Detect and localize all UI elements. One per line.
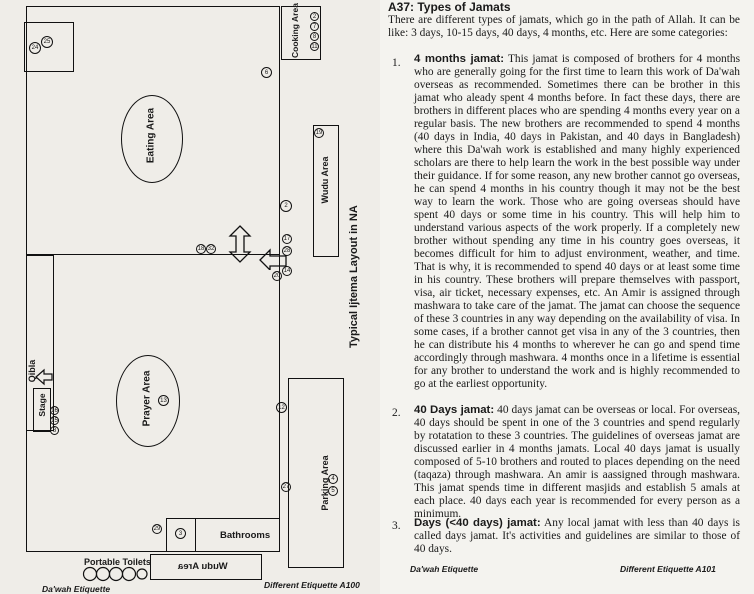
marker: 14: [283, 268, 291, 274]
eating-area-label: Eating Area: [145, 107, 157, 164]
lower-wudu-label: Wudu Area: [178, 561, 228, 572]
parking-area-label: Parking Area: [320, 455, 330, 511]
marker: 24: [29, 42, 41, 54]
item-title: 4 months jamat:: [414, 53, 504, 65]
left-footer-right: Different Etiquette A100: [264, 580, 360, 590]
item-title: 40 Days jamat:: [414, 404, 495, 416]
marker: 28: [283, 248, 291, 254]
marker: 8: [310, 32, 319, 41]
right-page: [380, 0, 754, 594]
marker: 29: [153, 526, 161, 532]
double-arrow-icon: [228, 224, 252, 264]
marker: 32: [207, 246, 215, 252]
item-title: Days (<40 days) jamat:: [414, 517, 541, 529]
item-4-months: [414, 53, 740, 391]
marker: 6: [261, 67, 272, 78]
marker: 8: [50, 426, 59, 435]
right-footer-left: Da'wah Etiquette: [410, 564, 479, 574]
qibla-arrow-icon: [34, 368, 54, 386]
marker: 4: [328, 474, 338, 484]
wudu-area-label: Wudu Area: [320, 156, 330, 204]
portable-toilets-icon: [82, 566, 148, 582]
parking-area: [288, 378, 344, 568]
hall-outline: [26, 6, 280, 552]
marker: 13: [158, 395, 169, 406]
marker: 12: [276, 402, 287, 413]
marker: 27: [282, 484, 290, 490]
item-number: 3.: [392, 520, 401, 532]
stage-label: Stage: [37, 393, 47, 417]
page-heading: A37: Types of Jamats: [388, 0, 511, 14]
item-40-days: [414, 404, 740, 521]
item-days: [414, 517, 740, 556]
bathrooms-label: Bathrooms: [220, 530, 271, 541]
marker: 20: [273, 273, 281, 279]
marker: 19: [315, 130, 323, 136]
prayer-area-label: Prayer Area: [141, 370, 153, 427]
marker: 2: [310, 12, 319, 21]
intro-paragraph: There are different types of jamats, which go in the path of Allah. It can be like: 3 days, 10-15 days, 40 days, 4 months, etc. Here are some categories:: [388, 14, 740, 39]
marker: 16: [51, 407, 58, 414]
item-body: This jamat is composed of brothers for 4 months who are generally going for the first time to learn this work of Da'wah overseas as recommended. Sometimes there can be brother in this jamat who aleady spent 4 months before. In fact these days, there are brothers in different places who are spending 4 months every year on a regular basis. The new brothers are recommended to spend 4 months (40 days in India, 40 days in Pakistan, and 40 days in Bangladesh) where this Da'wah work is established and many highly experienced scholars are there to help learn the work in the best possible way under their guidance. If for some reason, any new brother cannot go overseas, he can spend 4 months in his country though it may not be the best way to learn the work. Those who are going overseas should have spent 40 days or some time in his country. This will help him to understand various aspects of the work properly. If a completely new brother without spending any time in his country goes overseas, it becomes difficult for him to adjust environment, weather, and time. That is why, it is recommended to spend 40 days or at least some time in his country. These brothers will prepare themselves with passport, visa, air ticket, necessary expenses, etc. An Amir is assigned through mashwara to take care of the jamat. The jamat can choose the sequence of these 3 countries in any way depending on the availability of visa. In some cases, if a brother cannot get visa in any of the 3 countries, then he can distribute his 4 months to wherever he can go and spend time accordingly through mashwara. 4 months once in a lifetime is essential for any brother to understand the work and is highly recommended to go at the earliest opportunity.: [414, 53, 740, 390]
marker: 15: [51, 417, 58, 424]
item-number: 1.: [392, 57, 401, 69]
marker: 7: [310, 22, 319, 31]
item-number: 2.: [392, 407, 401, 419]
marker: 11: [311, 43, 318, 50]
item-body: 40 days jamat can be overseas or local. For overseas, 40 days should be spent in one of the 3 countries and spend regularly by rotatation to these 3 countries. The guidelines of overseas jamat are discussed earlier in 4 months jamats. Local 40 days jamat is usually composed of 5-10 brothers and routed to places depending on the need (taqaza) through mashwara. An amir is aassigned through mashwara. This jamat spends time in different masjids and establish 5 amals at each place. 40 days each year is recommended for every person as a minimum.: [414, 404, 740, 520]
portable-toilets-label: Portable Toilets: [84, 557, 151, 567]
marker: 3: [175, 528, 186, 539]
diagram-title: Typical Ijtema Layout in NA: [348, 205, 360, 348]
marker: 18: [197, 246, 205, 252]
cooking-area-label: Cooking Area: [290, 3, 300, 58]
item-body: Any local jamat with less than 40 days is called days jamat. It's activities and guidelines are similar to those of 40 days.: [414, 517, 740, 555]
marker: 25: [41, 36, 53, 48]
entry-arrow-icon: [258, 246, 288, 270]
marker: 17: [283, 236, 291, 242]
qibla-label: Qibla: [27, 359, 37, 383]
right-footer-right: Different Etiquette A101: [620, 564, 716, 574]
marker: 2: [280, 200, 292, 212]
left-footer-left: Da'wah Etiquette: [42, 584, 111, 594]
marker: 5: [328, 486, 338, 496]
